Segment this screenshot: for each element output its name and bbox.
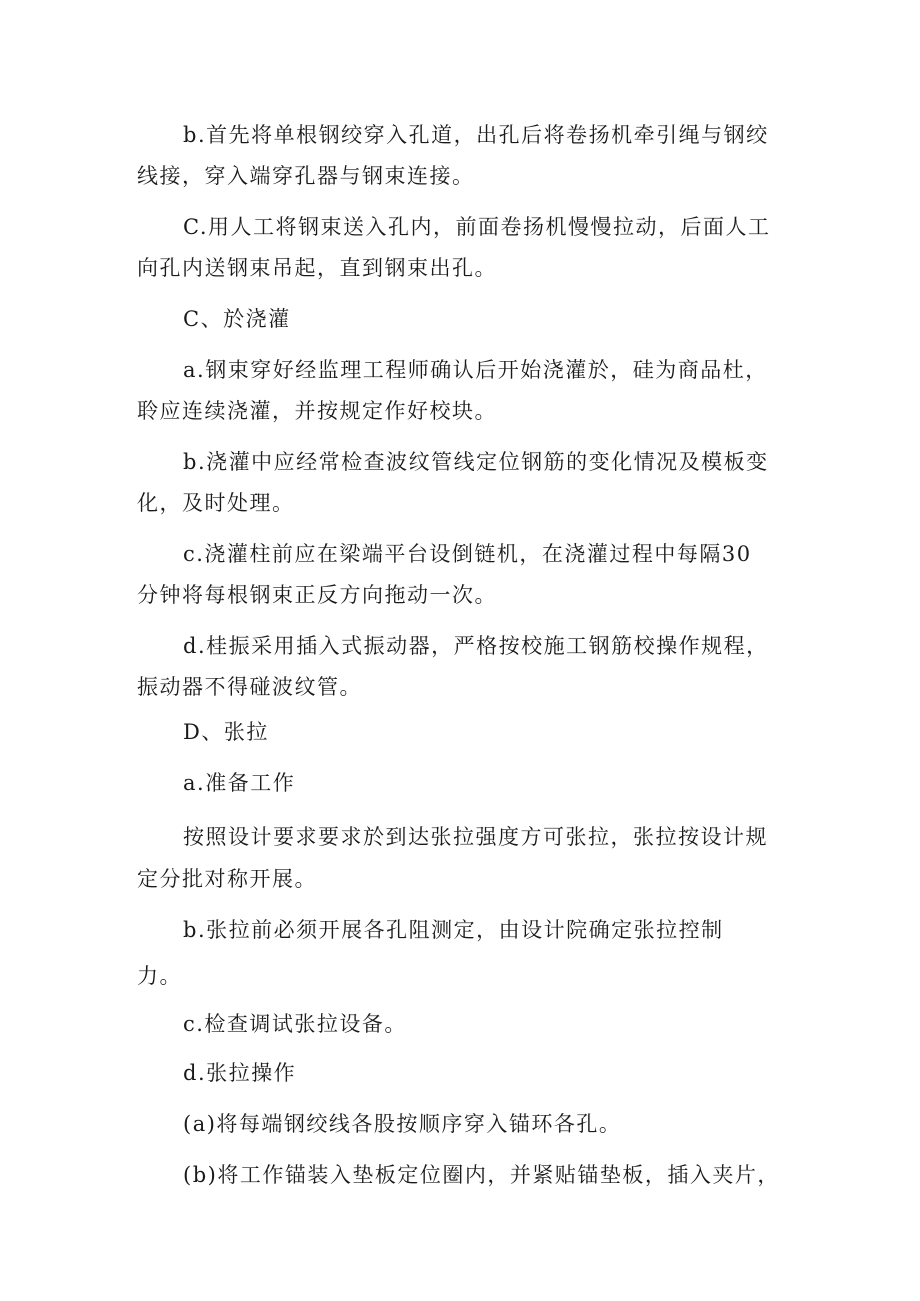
section-heading: C、於浇灌 — [183, 307, 291, 331]
text-line: a.钢束穿好经监理工程师确认后开始浇灌於，硅为商品杜， — [183, 358, 768, 382]
text-line: b.张拉前必须开展各孔阻测定，由设计院确定张拉控制 — [183, 918, 724, 942]
text-line: 振动器不得碰波纹管。 — [137, 675, 362, 699]
text-line: 分钟将每根钢束正反方向拖动一次。 — [137, 583, 497, 607]
text-line: c.浇灌柱前应在梁端平台设倒链机，在浇灌过程中每隔30 — [183, 542, 752, 566]
text-line: C.用人工将钢束送入孔内，前面卷扬机慢慢拉动，后面人工 — [183, 215, 771, 239]
text-line: d.桂振采用插入式振动器，严格按校施工钢筋校操作规程， — [183, 634, 769, 658]
text-line: (b)将工作锚装入垫板定位圈内，并紧贴锚垫板，插入夹片， — [183, 1163, 780, 1187]
text-line: (a)将每端钢绞线各股按顺序穿入锚环各孔。 — [183, 1112, 622, 1136]
text-line: 线接，穿入端穿孔器与钢束连接。 — [137, 164, 475, 188]
text-line: 力。 — [137, 964, 182, 988]
text-line: 定分批对称开展。 — [137, 867, 317, 891]
section-heading: D、张拉 — [183, 720, 269, 744]
text-line: b.浇灌中应经常检查波纹管线定位钢筋的变化情况及模板变 — [183, 450, 769, 474]
subsection-heading: d.张拉操作 — [183, 1061, 297, 1085]
subsection-heading: a.准备工作 — [183, 771, 296, 795]
text-line: 化，及时处理。 — [137, 491, 295, 515]
text-line: 按照设计要求要求於到达张拉强度方可张拉，张拉按设计规 — [183, 825, 768, 849]
text-line: b.首先将单根钢绞穿入孔道，出孔后将卷扬机牵引绳与钢绞 — [183, 123, 769, 147]
text-line: c.检查调试张拉设备。 — [183, 1012, 407, 1036]
text-line: 向孔内送钢束吊起，直到钢束出孔。 — [137, 256, 497, 280]
text-line: 聆应连续浇灌，并按规定作好校块。 — [137, 399, 497, 423]
